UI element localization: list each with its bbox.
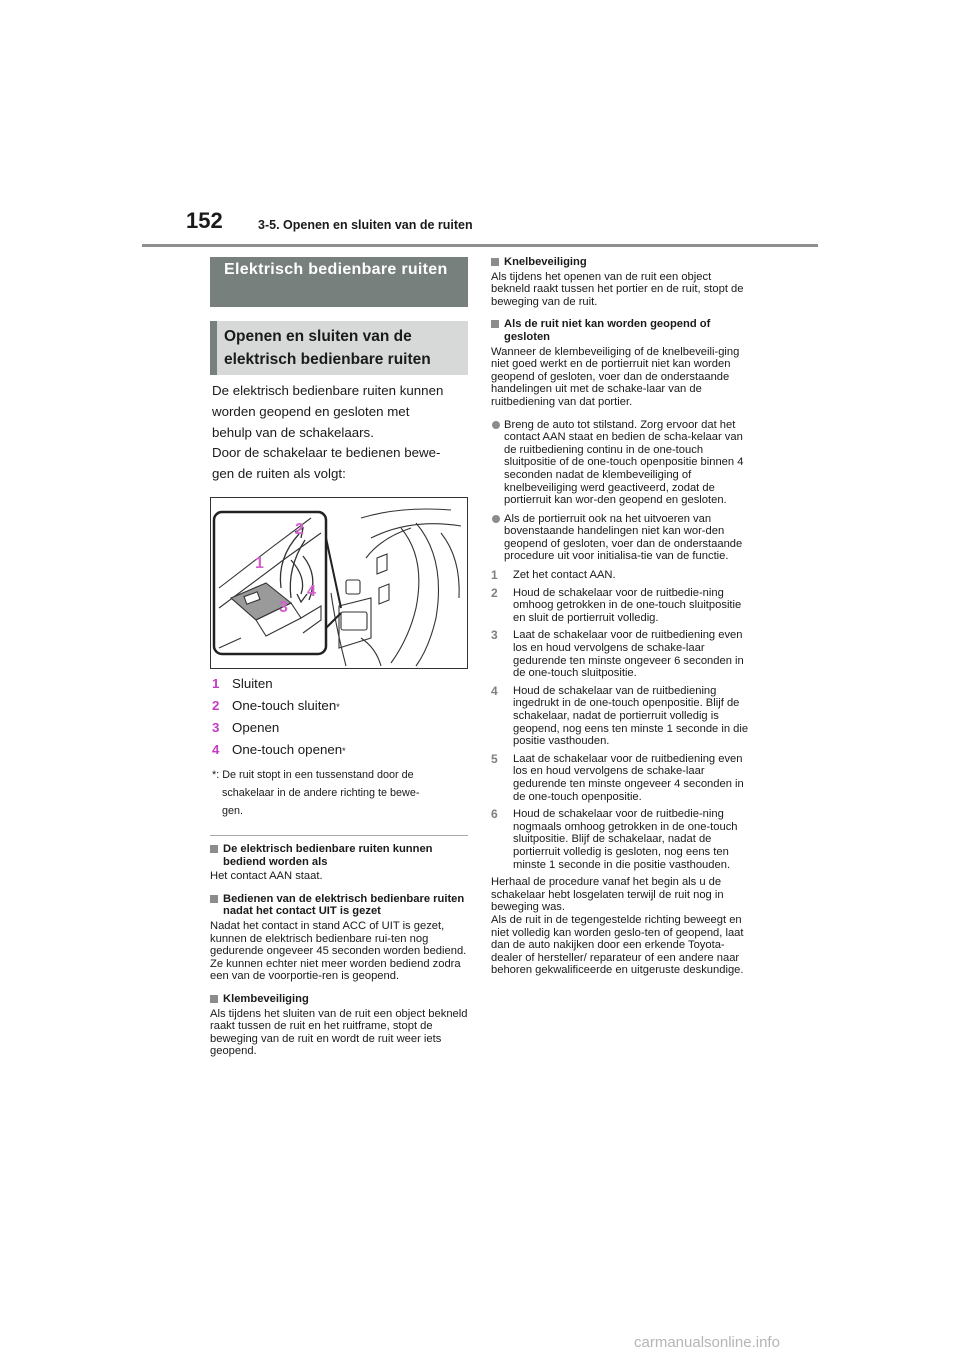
page-number: 152 — [186, 208, 223, 233]
callout-label-2: 2 — [295, 521, 304, 538]
legend-text: One-touch sluiten — [232, 698, 337, 713]
footnote — [212, 766, 468, 820]
square-bullet-icon — [210, 845, 218, 853]
watermark: carmanualsonline.info — [634, 1334, 780, 1351]
circle-bullet-icon — [492, 515, 500, 523]
note-heading-text: Knelbeveiliging — [504, 256, 587, 268]
note-text: Het contact AAN staat. — [210, 870, 323, 883]
window-switch-illustration — [210, 497, 468, 669]
note-text: Als tijdens het openen van de ruit een object bekneld raakt tussen het portier en de ruit, stopt de beweging van de ruit. — [491, 270, 744, 308]
step-text: Laat de schakelaar voor de ruitbediening even los en houd vervolgens de schake-laar gedurende ten minste ongeveer 6 seconden in de one-touch sluitpositie. — [513, 629, 744, 680]
legend-star: * — [336, 702, 340, 712]
note-heading-text: Klembeveiliging — [223, 992, 309, 1005]
square-bullet-icon — [210, 995, 218, 1003]
legend-text: One-touch openen — [232, 742, 343, 757]
closing-text: Als de ruit in de tegengestelde richting beweegt en niet volledig kan worden geslo-ten of geopend, laat dan de auto nakijken door een erkende Toyota-dealer of hersteller/ reparateur of een andere naar behoren gekwalificeerde en uitgeruste deskundige. — [491, 913, 744, 977]
callout-label-3: 3 — [279, 599, 288, 616]
header-divider — [142, 244, 818, 247]
subsection-heading-text: Openen en sluiten van de elektrisch bedienbare ruiten — [224, 328, 431, 368]
legend-text: Sluiten — [232, 676, 273, 691]
step-text: Houd de schakelaar voor de ruitbedie-ning omhoog getrokken in de one-touch sluitpositie en sluit de portierruit volledig. — [513, 586, 742, 624]
bullet-text: Breng de auto tot stilstand. Zorg ervoor dat het contact AAN staat en bedien de scha-kelaar van de ruitbediening continu in de one-touch sluitpositie of de one-touch openpositie binnen 4 seconden nadat de klembeveiliging of knelbeveiliging werd geactiveerd, zodat de portierruit kan wor-den geopend en gesloten. — [504, 418, 744, 507]
note-heading — [210, 843, 468, 868]
note-heading — [210, 993, 468, 1006]
step-number: 5 — [491, 751, 498, 766]
divider — [210, 835, 468, 836]
callout-label-1: 1 — [255, 555, 264, 572]
note-heading — [210, 893, 468, 918]
square-bullet-icon — [210, 895, 218, 903]
note-heading-text: Als de ruit niet kan worden geopend of gesloten — [504, 318, 711, 343]
legend-text: Openen — [232, 720, 280, 735]
step-text: Houd de schakelaar voor de ruitbedie-ning nogmaals omhoog getrokken in de one-touch sluitpositie. Blijf de schakelaar, nadat de portierruit volledig is gesloten, nog eens ten minste 1 seconde in die positie vasthouden. — [513, 808, 738, 871]
left-column-notes — [210, 843, 468, 1068]
step-text: Laat de schakelaar voor de ruitbediening even los en houd vervolgens de schake-laar gedurende ten minste ongeveer 4 seconden in de one-touch openpositie. — [513, 752, 744, 803]
legend-item — [212, 742, 468, 764]
note-heading-text: Bedienen van de elektrisch bedienbare ruiten nadat het contact UIT is gezet — [223, 892, 465, 918]
intro-line: Door de schakelaar te bedienen bewe- — [212, 445, 441, 461]
step-item — [491, 685, 751, 748]
square-bullet-icon — [491, 258, 499, 266]
note-heading — [491, 256, 751, 269]
footnote-line: *: De ruit stopt in een tussenstand door de — [212, 769, 414, 781]
legend-number: 2 — [212, 698, 220, 713]
intro-text — [212, 381, 468, 485]
note-text: Wanneer de klembeveiliging of de knelbeveili-ging niet goed werkt en de portierruit niet kan worden geopend of gesloten, voer dan de onderstaande handelingen uit met de schake-laar van de ruitbediening van dat portier. — [491, 345, 740, 408]
step-item — [491, 569, 751, 582]
closing-text: Herhaal de procedure vanaf het begin als u de schakelaar hebt losgelaten terwijl de ruit nog in beweging was. — [491, 876, 724, 914]
square-bullet-icon — [491, 320, 499, 328]
legend-item — [212, 698, 468, 720]
bullet-text: Als de portierruit ook na het uitvoeren van bovenstaande handelingen niet kan wor-den geopend of gesloten, voer dan de onderstaande procedure uit voor initialisa-tie van de functie. — [504, 512, 743, 563]
callout-label-4: 4 — [307, 583, 316, 600]
step-text: Zet het contact AAN. — [513, 569, 616, 582]
footnote-line: schakelaar in de andere richting te bewe- — [222, 787, 420, 799]
note-text: Als tijdens het sluiten van de ruit een object bekneld raakt tussen de ruit en het ruitframe, stopt de beweging van de ruit en wordt de ruit weer iets geopend. — [210, 1007, 468, 1058]
footnote-line: gen. — [222, 805, 244, 817]
step-number: 2 — [491, 585, 498, 600]
step-text: Houd de schakelaar van de ruitbediening ingedrukt in de one-touch openpositie. Blijf de schakelaar, nadat de portierruit volledig is geopend, nog eens ten minste 1 seconde in die positie vasthouden. — [513, 684, 749, 748]
step-number: 3 — [491, 628, 498, 643]
note-text: Nadat het contact in stand ACC of UIT is gezet, kunnen de elektrisch bedienbare rui-ten nog gedurende ongeveer 45 seconden worden bediend. Ze kunnen echter niet meer worden bediend zodra een van de voorportie-ren is geopend. — [210, 919, 467, 983]
right-column-notes — [491, 256, 751, 977]
step-number: 4 — [491, 683, 498, 698]
legend-item — [212, 676, 468, 698]
section-title: 3-5. Openen en sluiten van de ruiten — [258, 218, 473, 232]
note-heading — [491, 318, 751, 343]
legend-star: * — [342, 746, 346, 756]
subsection-heading — [210, 321, 468, 375]
step-number: 6 — [491, 807, 498, 822]
note-heading-text: De elektrisch bedienbare ruiten kunnen bediend worden als — [223, 843, 433, 868]
intro-line: gen de ruiten als volgt: — [212, 466, 346, 482]
step-item — [491, 753, 751, 803]
bullet-item — [491, 419, 751, 507]
circle-bullet-icon — [492, 421, 500, 429]
legend-number: 3 — [212, 720, 220, 735]
step-item — [491, 629, 751, 679]
intro-line: worden geopend en gesloten met — [212, 403, 410, 419]
section-heading: Elektrisch bedienbare ruiten — [210, 257, 468, 307]
intro-line: behulp van de schakelaars. — [212, 424, 374, 440]
bullet-item — [491, 513, 751, 563]
legend-item — [212, 720, 468, 742]
step-item — [491, 808, 751, 871]
illustration-drawing — [211, 498, 467, 668]
figure-legend — [212, 676, 468, 764]
legend-number: 4 — [212, 742, 220, 757]
step-item — [491, 587, 751, 625]
step-number: 1 — [491, 568, 498, 583]
legend-number: 1 — [212, 676, 220, 691]
intro-line: De elektrisch bedienbare ruiten kunnen — [212, 383, 444, 398]
